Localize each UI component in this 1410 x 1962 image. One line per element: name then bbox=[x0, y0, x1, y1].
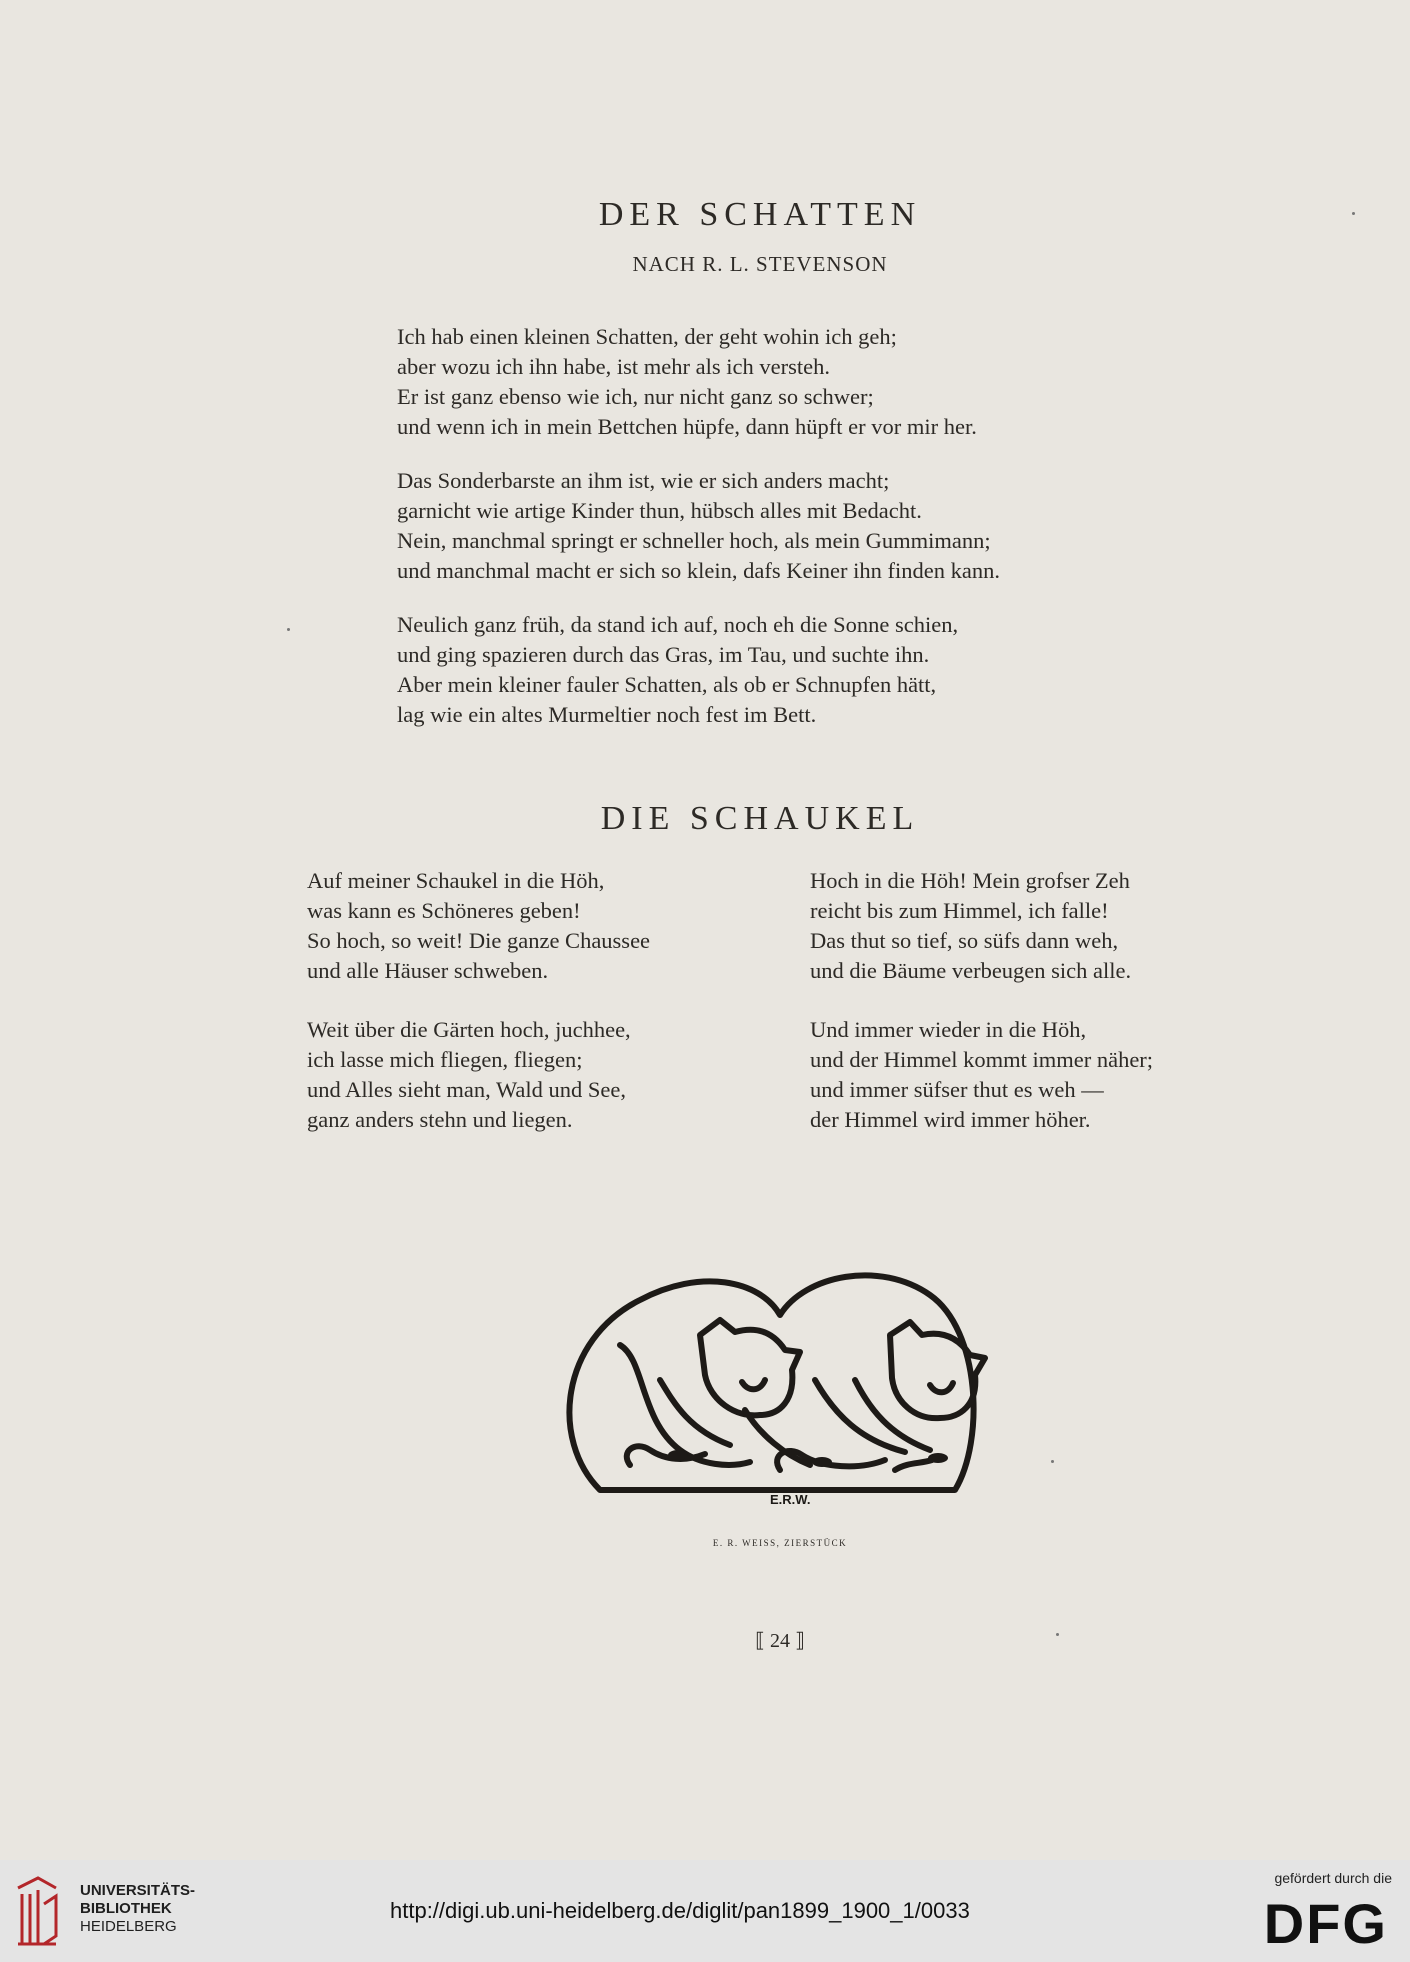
illustration-caption: E. R. WEISS, ZIERSTÜCK bbox=[712, 1538, 848, 1548]
funded-by-label: gefördert durch die bbox=[1274, 1870, 1392, 1886]
dfg-logo: DFG bbox=[1263, 1892, 1388, 1955]
paper-speck bbox=[1051, 1460, 1054, 1463]
verse-line: aber wozu ich ihn habe, ist mehr als ich versteh. bbox=[397, 354, 830, 379]
verse-line: Das thut so tief, so süfs dann weh, bbox=[810, 928, 1119, 953]
library-name-line: UNIVERSITÄTS- bbox=[80, 1882, 196, 1899]
verse-line: Ich hab einen kleinen Schatten, der geht wohin ich geh; bbox=[397, 324, 897, 349]
paper-speck bbox=[287, 628, 290, 631]
library-name-line: HEIDELBERG bbox=[80, 1918, 177, 1935]
library-name bbox=[80, 1882, 195, 1936]
poem-subtitle: NACH R. L. STEVENSON bbox=[632, 252, 888, 276]
verse-line: und alle Häuser schweben. bbox=[307, 958, 549, 983]
verse-line: garnicht wie artige Kinder thun, hübsch alles mit Bedacht. bbox=[397, 498, 922, 523]
stanza-1 bbox=[397, 322, 1137, 442]
stanza-3 bbox=[397, 610, 1137, 730]
right-column-stanza-2 bbox=[810, 1015, 1153, 1135]
verse-line: Nein, manchmal springt er schneller hoch, als mein Gummimann; bbox=[397, 528, 991, 553]
verse-line: Hoch in die Höh! Mein grofser Zeh bbox=[810, 868, 1130, 893]
left-column-stanza-1 bbox=[307, 866, 650, 986]
verse-line: Aber mein kleiner fauler Schatten, als ob er Schnupfen hätt, bbox=[397, 672, 937, 697]
verse-line: und immer süfser thut es weh — bbox=[810, 1077, 1104, 1102]
verse-line: und die Bäume verbeugen sich alle. bbox=[810, 958, 1132, 983]
paper-speck bbox=[1352, 212, 1355, 215]
verse-line: reicht bis zum Himmel, ich falle! bbox=[810, 898, 1109, 923]
verse-line: und manchmal macht er sich so klein, dafs Keiner ihn finden kann. bbox=[397, 558, 1000, 583]
verse-line: und Alles sieht man, Wald und See, bbox=[307, 1077, 626, 1102]
library-logo-icon bbox=[14, 1874, 60, 1948]
poem-title-der-schatten: DER SCHATTEN bbox=[598, 196, 922, 233]
verse-line: und der Himmel kommt immer näher; bbox=[810, 1047, 1154, 1072]
verse-line: Weit über die Gärten hoch, juchhee, bbox=[307, 1017, 631, 1042]
verse-line: lag wie ein altes Murmeltier noch fest im Bett. bbox=[397, 702, 817, 727]
verse-line: und ging spazieren durch das Gras, im Tau, und suchte ihn. bbox=[397, 642, 930, 667]
poem-title-die-schaukel: DIE SCHAUKEL bbox=[600, 800, 920, 837]
verse-line: ich lasse mich fliegen, fliegen; bbox=[307, 1047, 583, 1072]
library-name-line: BIBLIOTHEK bbox=[80, 1900, 172, 1917]
verse-line: Auf meiner Schaukel in die Höh, bbox=[307, 868, 605, 893]
footer-bar bbox=[0, 1860, 1410, 1962]
two-cats-ornament bbox=[560, 1240, 1020, 1520]
verse-line: Er ist ganz ebenso wie ich, nur nicht ganz so schwer; bbox=[397, 384, 874, 409]
verse-line: So hoch, so weit! Die ganze Chaussee bbox=[307, 928, 651, 953]
source-url-link[interactable]: http://digi.ub.uni-heidelberg.de/diglit/pan1899_1900_1/0033 bbox=[390, 1898, 970, 1923]
left-column-stanza-2 bbox=[307, 1015, 631, 1135]
verse-line: Das Sonderbarste an ihm ist, wie er sich anders macht; bbox=[397, 468, 890, 493]
artist-signature: E.R.W. bbox=[770, 1492, 811, 1507]
right-column-stanza-1 bbox=[810, 866, 1131, 986]
verse-line: Und immer wieder in die Höh, bbox=[810, 1017, 1087, 1042]
verse-line: der Himmel wird immer höher. bbox=[810, 1107, 1091, 1132]
verse-line: was kann es Schöneres geben! bbox=[307, 898, 581, 923]
stanza-2 bbox=[397, 466, 1137, 586]
paper-speck bbox=[1056, 1633, 1059, 1636]
verse-line: ganz anders stehn und liegen. bbox=[307, 1107, 573, 1132]
verse-line: und wenn ich in mein Bettchen hüpfe, dann hüpft er vor mir her. bbox=[397, 414, 977, 439]
page-number: ⟦ 24 ⟧ bbox=[755, 1630, 805, 1652]
verse-line: Neulich ganz früh, da stand ich auf, noch eh die Sonne schien, bbox=[397, 612, 959, 637]
